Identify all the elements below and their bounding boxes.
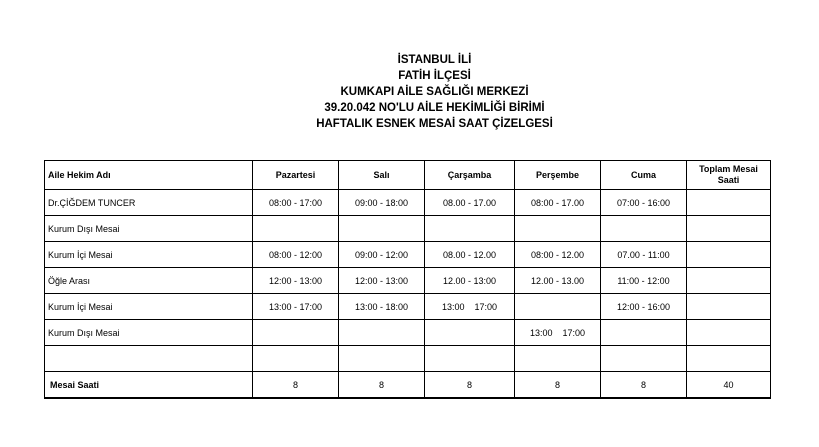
- unit-title: 39.20.042 NO'LU AİLE HEKİMLİĞİ BİRİMİ: [324, 102, 545, 114]
- table-row: [45, 320, 771, 346]
- table-cell: 08.00 - 12.00: [425, 242, 515, 268]
- total-cell-friday: 8: [601, 372, 687, 399]
- table-cell: 08:00 - 12:00: [253, 242, 339, 268]
- col-header-thursday: Perşembe: [515, 161, 601, 190]
- table-cell: [515, 294, 601, 320]
- table-cell: 09:00 - 12:00: [339, 242, 425, 268]
- total-cell-tuesday: 8: [339, 372, 425, 399]
- table-cell: 12.00 - 13:00: [425, 268, 515, 294]
- row-label: [45, 346, 253, 372]
- col-header-monday: Pazartesi: [253, 161, 339, 190]
- table-row: [45, 242, 771, 268]
- table-cell: [425, 216, 515, 242]
- total-row: [45, 372, 771, 399]
- total-cell-thursday: 8: [515, 372, 601, 399]
- table-cell: 11:00 - 12:00: [601, 268, 687, 294]
- row-label: Kurum İçi Mesai: [45, 242, 253, 268]
- table-cell: 08.00 - 17.00: [425, 190, 515, 216]
- table-row: [45, 346, 771, 372]
- table-cell: [687, 346, 771, 372]
- table-cell: 08:00 - 17.00: [515, 190, 601, 216]
- row-label: Kurum Dışı Mesai: [45, 320, 253, 346]
- col-header-wednesday: Çarşamba: [425, 161, 515, 190]
- table-cell: [601, 346, 687, 372]
- table-row: [45, 268, 771, 294]
- table-cell: [515, 216, 601, 242]
- table-cell: [253, 216, 339, 242]
- row-label: Öğle Arası: [45, 268, 253, 294]
- table-cell: [687, 190, 771, 216]
- col-header-total: Toplam Mesai Saati: [687, 161, 771, 190]
- table-cell: [425, 346, 515, 372]
- table-header-row: [45, 161, 771, 190]
- table-cell: 12:00 - 16:00: [601, 294, 687, 320]
- table-cell: [339, 320, 425, 346]
- document-header: [0, 52, 819, 132]
- col-header-friday: Cuma: [601, 161, 687, 190]
- total-cell-wednesday: 8: [425, 372, 515, 399]
- col-header-tuesday: Salı: [339, 161, 425, 190]
- table-cell: [687, 294, 771, 320]
- table-cell: 12.00 - 13.00: [515, 268, 601, 294]
- table-cell: [253, 320, 339, 346]
- total-label: Mesai Saati: [45, 372, 253, 399]
- table-cell: [425, 320, 515, 346]
- table-cell: 08:00 - 12.00: [515, 242, 601, 268]
- table-row: [45, 294, 771, 320]
- table-cell: 12:00 - 13:00: [339, 268, 425, 294]
- table-cell: 07.00 - 11:00: [601, 242, 687, 268]
- table-cell: [687, 242, 771, 268]
- table-cell: 12:00 - 13:00: [253, 268, 339, 294]
- col-header-doctor: Aile Hekim Adı: [45, 161, 253, 190]
- weekly-schedule-table: [44, 160, 771, 399]
- district-title: FATİH İLÇESİ: [398, 70, 471, 82]
- table-cell: [339, 216, 425, 242]
- table-cell: [687, 216, 771, 242]
- health-center-title: KUMKAPI AİLE SAĞLIĞI MERKEZİ: [340, 86, 529, 98]
- row-label: Dr.ÇİĞDEM TUNCER: [45, 190, 253, 216]
- table-cell: 13:00 17:00: [425, 294, 515, 320]
- table-cell: 07:00 - 16:00: [601, 190, 687, 216]
- table-cell: [601, 320, 687, 346]
- schedule-title: HAFTALIK ESNEK MESAİ SAAT ÇİZELGESİ: [316, 118, 553, 130]
- province-title: İSTANBUL İLİ: [397, 54, 472, 66]
- row-label: Kurum Dışı Mesai: [45, 216, 253, 242]
- table-cell: 08:00 - 17:00: [253, 190, 339, 216]
- row-label: Kurum İçi Mesai: [45, 294, 253, 320]
- table-cell: [601, 216, 687, 242]
- table-cell: 09:00 - 18:00: [339, 190, 425, 216]
- table-cell: [339, 346, 425, 372]
- table-row: [45, 216, 771, 242]
- table-cell: 13:00 - 18:00: [339, 294, 425, 320]
- table-cell: [687, 268, 771, 294]
- table-row: [45, 190, 771, 216]
- table-cell: 13:00 17:00: [515, 320, 601, 346]
- table-cell: 13:00 - 17:00: [253, 294, 339, 320]
- table-cell: [687, 320, 771, 346]
- total-cell-week: 40: [687, 372, 771, 399]
- table-cell: [253, 346, 339, 372]
- table-cell: [515, 346, 601, 372]
- total-cell-monday: 8: [253, 372, 339, 399]
